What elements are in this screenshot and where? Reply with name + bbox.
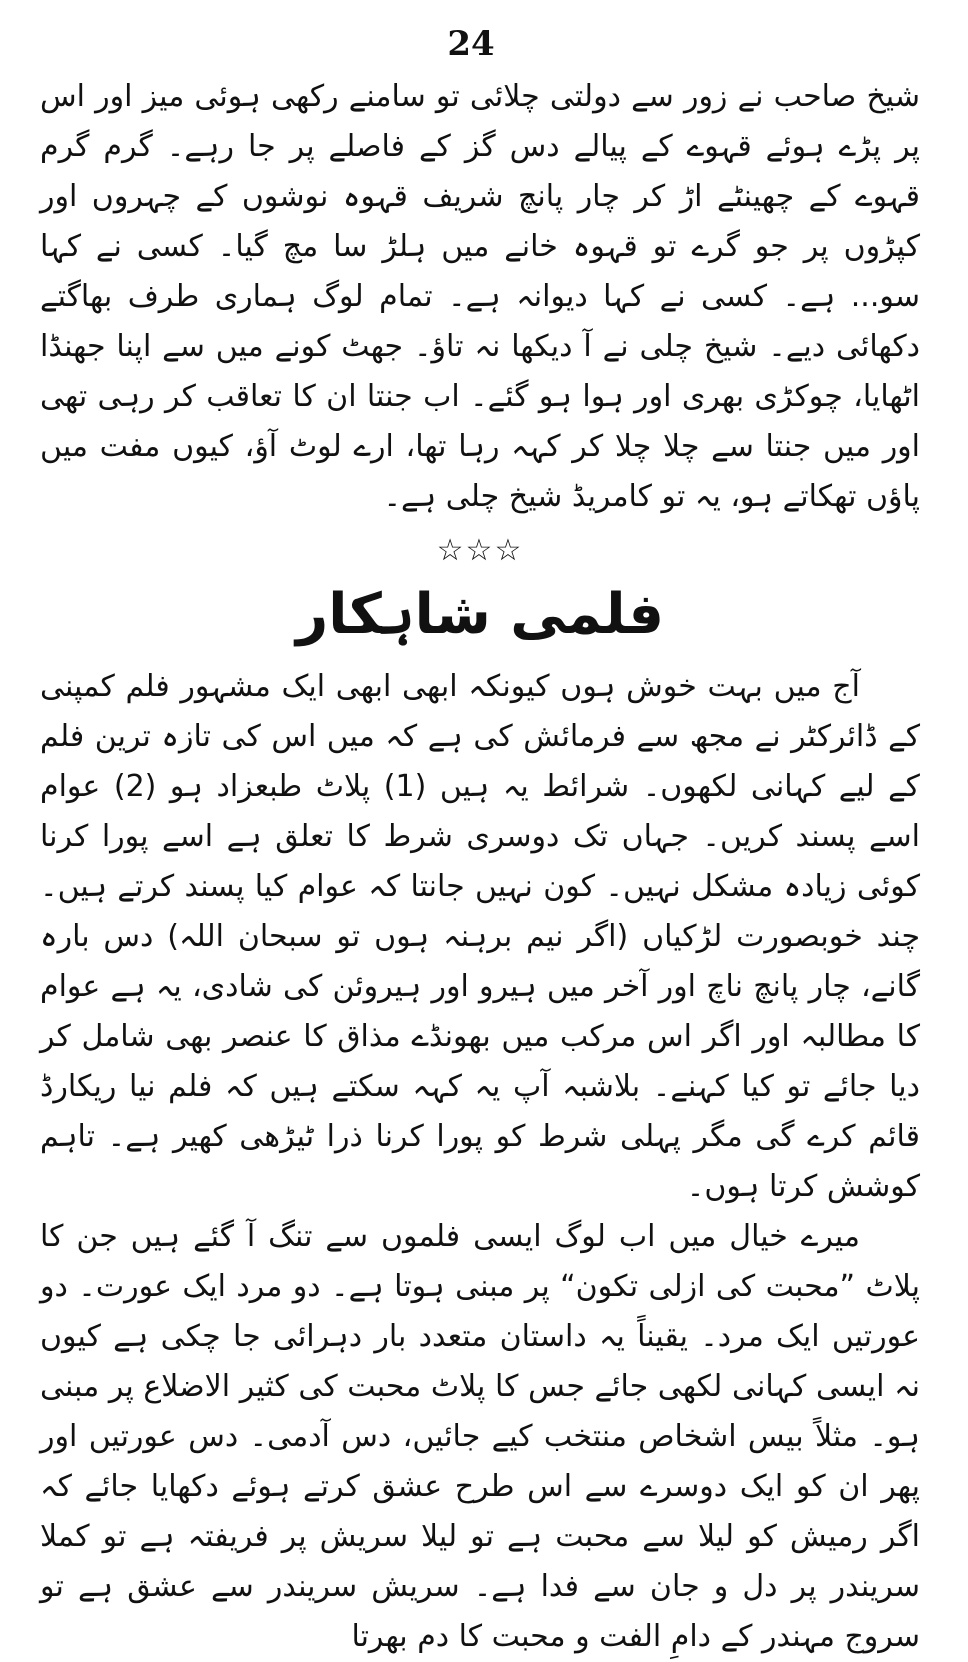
- section-divider-stars: ☆☆☆: [436, 533, 524, 568]
- paragraph: میرے خیال میں اب لوگ ایسی فلموں سے تنگ آ گئے ہیں جن کا پلاٹ ”محبت کی ازلی تکون“ پر مبنی ہوتا ہے۔ دو مرد ایک عورت۔ دو عورتیں ایک مرد۔ یقیناً یہ داستان متعدد بار دہرائی جا چکی ہے کیوں نہ ایسی کہانی لکھی جائے جس کا پلاٹ محبت کی کثیر الاضلاع پر مبنی ہو۔ مثلاً بیس اشخاص منتخب کیے جائیں، دس آدمی۔ دس عورتیں اور پھر ان کو ایک دوسرے سے اس طرح عشق کرتے ہوئے دکھایا جائے کہ اگر رمیش کو لیلا سے محبت ہے تو لیلا سریش پر فریفتہ ہے تو کملا سریندر پر دل و جان سے فدا ہے۔ سریش سریندر سے عشق ہے تو سروج مہندر کے دامِ الفت و محبت کا دم بھرتا: [40, 1219, 920, 1654]
- paragraph: آج میں بہت خوش ہوں کیونکہ ابھی ابھی ایک مشہور فلم کمپنی کے ڈائرکٹر نے مجھ سے فرمائش کی ہے کہ میں اس کی تازہ ترین فلم کے لیے کہانی لکھوں۔ شرائط یہ ہیں (1) پلاٹ طبعزاد ہو (2) عوام اسے پسند کریں۔ جہاں تک دوسری شرط کا تعلق ہے اسے پورا کرنا کوئی زیادہ مشکل نہیں۔ کون نہیں جانتا کہ عوام کیا پسند کرتے ہیں۔ چند خوبصورت لڑکیاں (اگر نیم برہنہ ہوں تو سبحان اللہ) دس بارہ گانے، چار پانچ ناچ اور آخر میں ہیرو اور ہیروئن کی شادی، یہ ہے عوام کا مطالبہ اور اگر اس مرکب میں بھونڈے مذاق کا عنصر بھی شامل کر دیا جائے تو کیا کہنے۔ بلاشبہ آپ یہ کہہ سکتے ہیں کہ فلم نیا ریکارڈ قائم کرے گی مگر پہلی شرط کو پورا کرنا ذرا ٹیڑھی کھیر ہے۔ تاہم کوشش کرتا ہوں۔: [40, 669, 920, 1204]
- book-page: [40, 18, 920, 1654]
- paragraph: شیخ صاحب نے زور سے دولتی چلائی تو سامنے رکھی ہوئی میز اور اس پر پڑے ہوئے قہوے کے پیالے دس گز کے فاصلے پر جا رہے۔ گرم گرم قہوے کے چھینٹے اڑ کر چار پانچ شریف قہوہ نوشوں کے چہروں اور کپڑوں پر جو گرے تو قہوہ خانے میں ہلڑ سا مچ گیا۔ کسی نے کہا سو... ہے۔ کسی نے کہا دیوانہ ہے۔ تمام لوگ ہماری طرف بھاگتے دکھائی دیے۔ شیخ چلی نے آ دیکھا نہ تاؤ۔ جھٹ کونے میں سے اپنا جھنڈا اٹھایا، چوکڑی بھری اور ہوا ہو گئے۔ اب جنتا ان کا تعاقب کر رہی تھی اور میں جنتا سے چلا چلا کر کہہ رہا تھا، ارے لوٹ آؤ، کیوں مفت میں پاؤں تھکاتے ہو، یہ تو کامریڈ شیخ چلی ہے۔: [40, 79, 920, 514]
- chapter-heading: فلمی شاہکار: [296, 582, 664, 647]
- page-number: 24: [447, 24, 495, 64]
